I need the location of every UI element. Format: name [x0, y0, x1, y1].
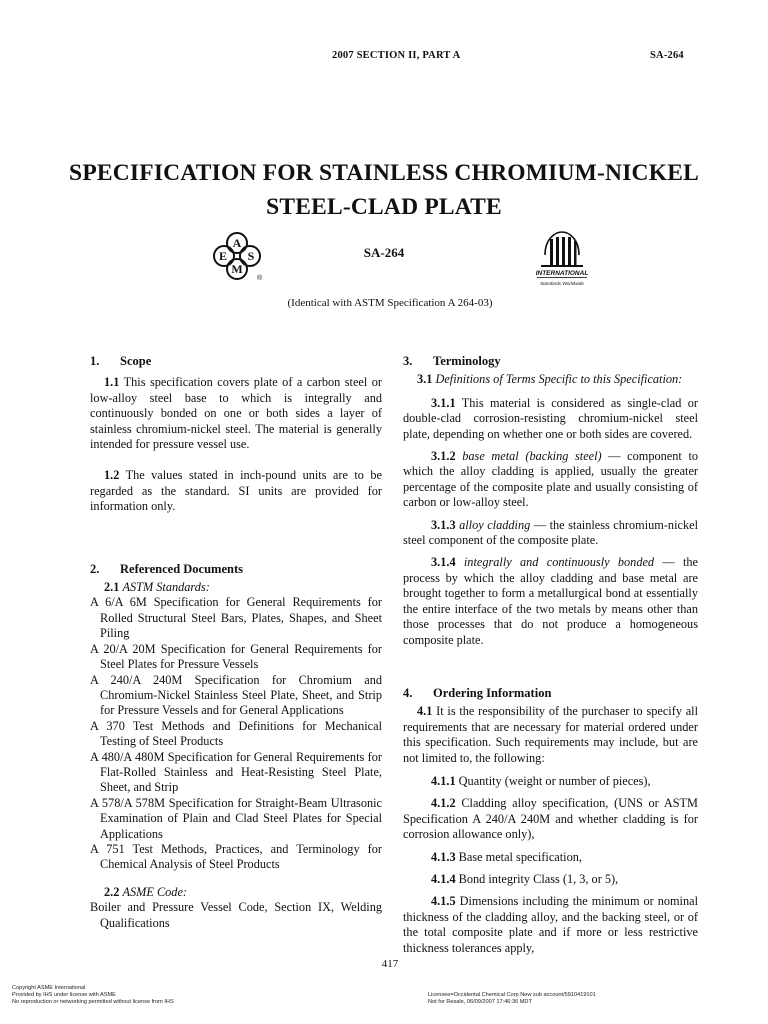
asme-logo-letter-a: A: [232, 236, 242, 250]
reference-item: A 578/A 578M Specification for Straight-Beam Ultrasonic Examination of Plain and Clad Steel Plates for Special Applications: [90, 795, 382, 841]
reference-item: A 370 Test Methods and Definitions for Mechanical Testing of Steel Products: [90, 718, 382, 749]
section-4-heading: [403, 686, 698, 701]
running-header-spec: SA-264: [650, 50, 684, 61]
title-line-1: SPECIFICATION FOR STAINLESS CHROMIUM-NICKEL: [69, 160, 699, 186]
footer-line: Licensee=Occidental Chemical Corp New sub account/5910419101: [428, 992, 596, 998]
section-2-heading: [90, 562, 382, 577]
clause-label: Definitions of Terms Specific to this Specification:: [435, 372, 683, 387]
reference-item: A 480/A 480M Specification for General Requirements for Flat-Rolled Stainless and Heat-Resisting Steel Plate, Sheet, and Strip: [90, 749, 382, 795]
astm-logo: [531, 227, 593, 291]
left-column: [90, 354, 382, 931]
asme-reference-list: [90, 900, 382, 931]
clause-text: Quantity (weight or number of pieces),: [458, 773, 651, 788]
clause-text: Cladding alloy specification, (UNS or ASTM Specification A 240/A 240M and whether cladding is for corrosion allowance only),: [403, 796, 698, 842]
paragraph-1-2: [90, 468, 382, 514]
paragraph-3-1-2: [403, 449, 698, 511]
clause-label: ASME Code:: [122, 884, 187, 899]
footer-licensee: [428, 992, 596, 1006]
paragraph-4-1: [403, 704, 698, 766]
section-title: Ordering Information: [433, 685, 552, 700]
clause-number: 1.2: [104, 468, 120, 483]
clause-number: 4.1.3: [431, 849, 456, 864]
clause-number: 1.1: [104, 375, 120, 390]
clause-number: 3.1.1: [431, 395, 456, 410]
section-number: 2.: [90, 561, 100, 576]
term: base metal (backing steel): [462, 449, 602, 464]
page-number: 417: [381, 958, 399, 970]
reference-item: A 751 Test Methods, Practices, and Terminology for Chemical Analysis of Steel Products: [90, 841, 382, 872]
footer-line: Provided by IHS under license with ASME: [12, 992, 116, 998]
paragraph-3-1-1: [403, 396, 698, 442]
paragraph-4-1-2: [403, 796, 698, 842]
footer-copyright: [12, 985, 174, 1006]
clause-number: 3.1.2: [431, 449, 456, 464]
reference-item: A 6/A 6M Specification for General Requirements for Rolled Structural Steel Bars, Plates, Shapes, and Sheet Piling: [90, 595, 382, 641]
clause-number: 4.1.2: [431, 796, 456, 811]
clause-text: This specification covers plate of a carbon steel or low-alloy steel base to which is integrally and continuously bonded on one or both sides a layer of stainless chromium-nickel steel. The material is generally intended for pressure vessel use.: [90, 375, 382, 452]
paragraph-4-1-4: [403, 872, 698, 887]
asme-logo-letter-s: S: [247, 249, 255, 263]
reference-item: A 20/A 20M Specification for General Requirements for Steel Plates for Pressure Vessels: [90, 641, 382, 672]
section-title: Referenced Documents: [120, 561, 243, 576]
astm-logo-tagline: Standards Worldwide: [540, 281, 584, 286]
clause-text: This material is considered as single-clad or double-clad corrosion-resisting chromium-nickel steel plate, depending on whether one or both sides are covered.: [403, 395, 698, 441]
asme-logo-letter-m: M: [231, 262, 243, 276]
section-title: Terminology: [433, 354, 501, 368]
paragraph-3-1-4: [403, 555, 698, 647]
asme-logo-letter-e: E: [218, 249, 228, 263]
clause-number: 4.1.1: [431, 773, 456, 788]
paragraph-4-1-1: [403, 774, 698, 789]
footer-line: Not for Resale, 06/09/2007 17:46:36 MDT: [428, 999, 532, 1005]
running-header-section: 2007 SECTION II, PART A: [332, 50, 461, 61]
clause-text: — component to which the alloy cladding is applied, usually the greater percentage of the composite plate and usually consisting of carbon or low-alloy steel.: [403, 449, 699, 510]
spec-code: SA-264: [363, 245, 405, 260]
section-number: 1.: [90, 354, 100, 368]
clause-text: — the process by which the alloy cladding and base metal are brought together to form a metallurgical bond at essentially the entire interface of the two metals by means other than those processes that do not produce a homogeneous composite plate.: [403, 555, 698, 647]
clause-number: 3.1.3: [431, 517, 456, 532]
title-line-2: STEEL-CLAD PLATE: [266, 194, 502, 220]
paragraph-3-1-3: [403, 518, 698, 549]
page-title: [0, 156, 768, 224]
right-column: [403, 354, 698, 956]
clause-number: 2.1: [104, 580, 120, 595]
clause-label: ASTM Standards:: [122, 580, 210, 595]
footer-line: No reproduction or networking permitted without license from IHS: [12, 999, 174, 1005]
clause-text: The values stated in inch-pound units are to be regarded as the standard. SI units are provided for information only.: [90, 468, 382, 514]
section-number: 4.: [403, 685, 413, 700]
footer-line: Copyright ASME International: [12, 985, 86, 991]
section-1-heading: [90, 354, 382, 369]
reference-item: Boiler and Pressure Vessel Code, Section IX, Welding Qualifications: [90, 900, 382, 930]
astm-reference-list: [90, 595, 382, 872]
clause-text: — the stainless chromium-nickel steel component of the composite plate.: [403, 517, 698, 548]
paragraph-4-1-5: [403, 894, 698, 956]
astm-logo-international: INTERNATIONAL: [535, 270, 589, 277]
paragraph-2-2: [90, 885, 382, 900]
clause-text: Dimensions including the minimum or nominal thickness of the cladding alloy, and the backing steel, or of the total composite plate and if more or less restrictive thickness tolerances apply,: [403, 894, 698, 955]
paragraph-4-1-3: [403, 850, 698, 865]
clause-text: It is the responsibility of the purchaser to specify all requirements that are necessary for material ordered under this specification. Such requirements may include, but are not limited to, the following:: [403, 704, 699, 765]
clause-number: 4.1: [417, 704, 433, 719]
clause-number: 4.1.4: [431, 871, 456, 886]
clause-number: 3.1.4: [431, 555, 456, 570]
clause-number: 3.1: [417, 372, 433, 387]
paragraph-3-1: [403, 372, 698, 387]
paragraph-2-1: [90, 580, 382, 595]
clause-text: Bond integrity Class (1, 3, or 5),: [458, 871, 619, 886]
reference-item: A 240/A 240M Specification for Chromium and Chromium-Nickel Stainless Steel Plate, Sheet, and Strip for Pressure Vessels and for General Applications: [90, 672, 382, 718]
section-number: 3.: [403, 354, 413, 368]
clause-text: Base metal specification,: [458, 849, 582, 864]
section-title: Scope: [120, 354, 152, 368]
registered-mark: ®: [257, 275, 263, 282]
paragraph-1-1: [90, 375, 382, 452]
term: alloy cladding: [459, 517, 531, 532]
identical-with-note: (Identical with ASTM Specification A 264-03): [287, 297, 493, 309]
term: integrally and continuously bonded: [463, 555, 655, 570]
clause-number: 2.2: [104, 884, 120, 899]
section-3-heading: [403, 354, 698, 369]
clause-number: 4.1.5: [431, 894, 456, 909]
